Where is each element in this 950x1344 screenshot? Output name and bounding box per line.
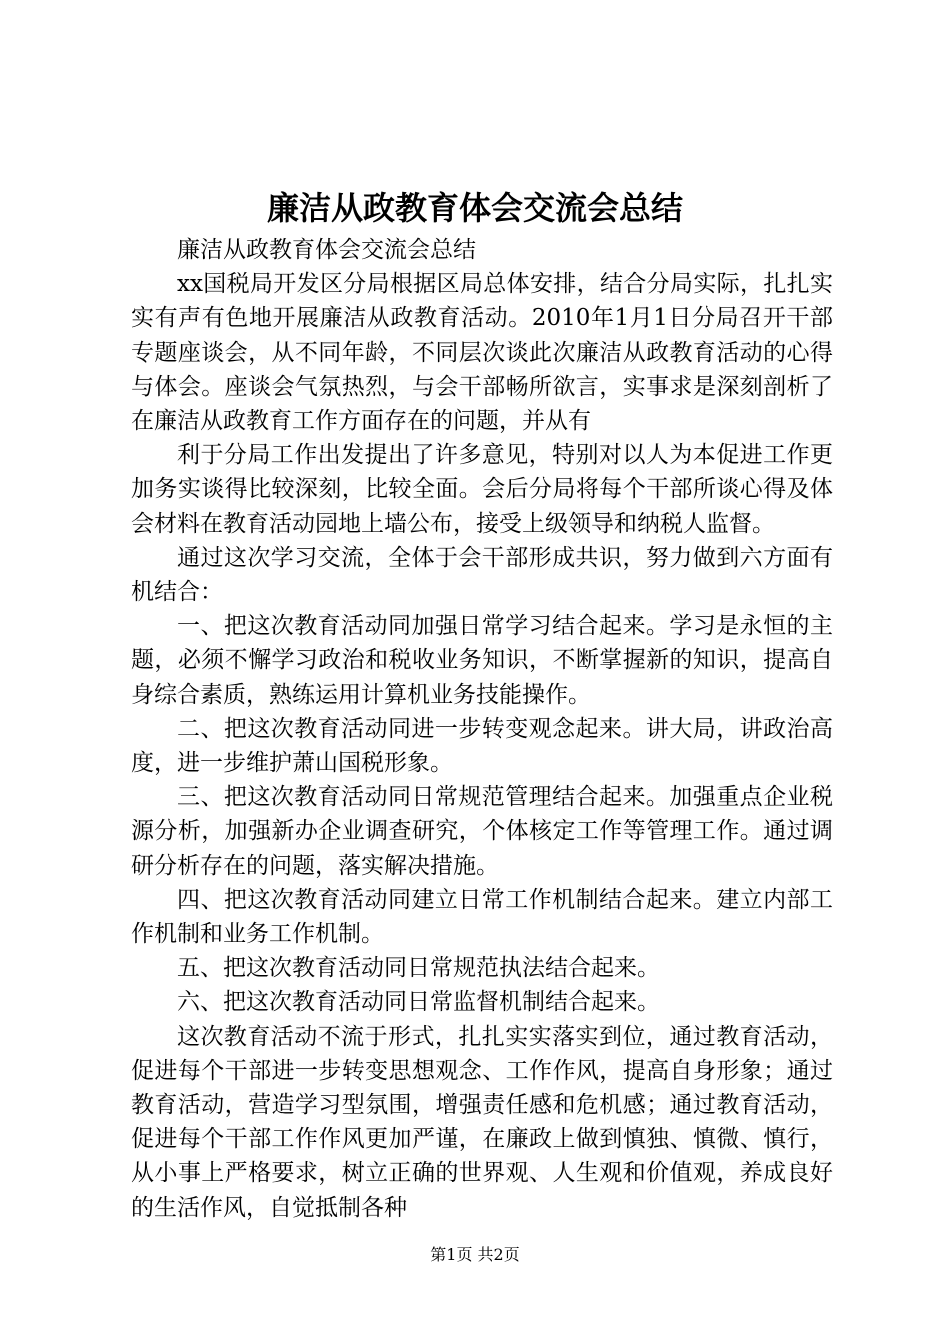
document-body (131, 233, 833, 1225)
paragraph: 一、把这次教育活动同加强日常学习结合起来。学习是永恒的主题，必须不懈学习政治和税收业务知识，不断掌握新的知识，提高自身综合素质，熟练运用计算机业务技能操作。 (131, 613, 833, 708)
paragraph: 这次教育活动不流于形式，扎扎实实落实到位，通过教育活动，促进每个干部进一步转变思想观念、工作作风，提高自身形象；通过教育活动，营造学习型氛围，增强责任感和危机感；通过教育活动，促进每个干部工作作风更加严谨，在廉政上做到慎独、慎微、慎行，从小事上严格要求，树立正确的世界观、人生观和价值观，养成良好的生活作风，自觉抵制各种 (131, 1023, 833, 1221)
paragraph: 五、把这次教育活动同日常规范执法结合起来。 (177, 955, 660, 982)
paragraph: 六、把这次教育活动同日常监督机制结合起来。 (177, 989, 660, 1016)
paragraph: 二、把这次教育活动同进一步转变观念起来。讲大局，讲政治高度，进一步维护萧山国税形象。 (131, 715, 833, 777)
paragraph: 利于分局工作出发提出了许多意见，特别对以人为本促进工作更加务实谈得比较深刻，比较全面。会后分局将每个干部所谈心得及体会材料在教育活动园地上墙公布，接受上级领导和纳税人监督。 (131, 442, 833, 537)
paragraph: 通过这次学习交流，全体于会干部形成共识，努力做到六方面有机结合： (131, 544, 833, 606)
paragraph: 四、把这次教育活动同建立日常工作机制结合起来。建立内部工作机制和业务工作机制。 (131, 886, 833, 948)
paragraph: xx国税局开发区分局根据区局总体安排，结合分局实际，扎扎实实有声有色地开展廉洁从政教育活动。2010年1月1日分局召开干部专题座谈会，从不同年龄，不同层次谈此次廉洁从政教育活动的心得与体会。座谈会气氛热烈，与会干部畅所欲言，实事求是深刻剖析了在廉洁从政教育工作方面存在的问题，并从有 (131, 271, 833, 435)
page-number-footer: 第1页 共2页 (430, 1245, 520, 1264)
paragraph: 三、把这次教育活动同日常规范管理结合起来。加强重点企业税源分析，加强新办企业调查研究，个体核定工作等管理工作。通过调研分析存在的问题，落实解决措施。 (131, 784, 833, 879)
document-title: 廉洁从政教育体会交流会总结 (266, 189, 683, 227)
paragraph: 廉洁从政教育体会交流会总结 (177, 237, 476, 263)
